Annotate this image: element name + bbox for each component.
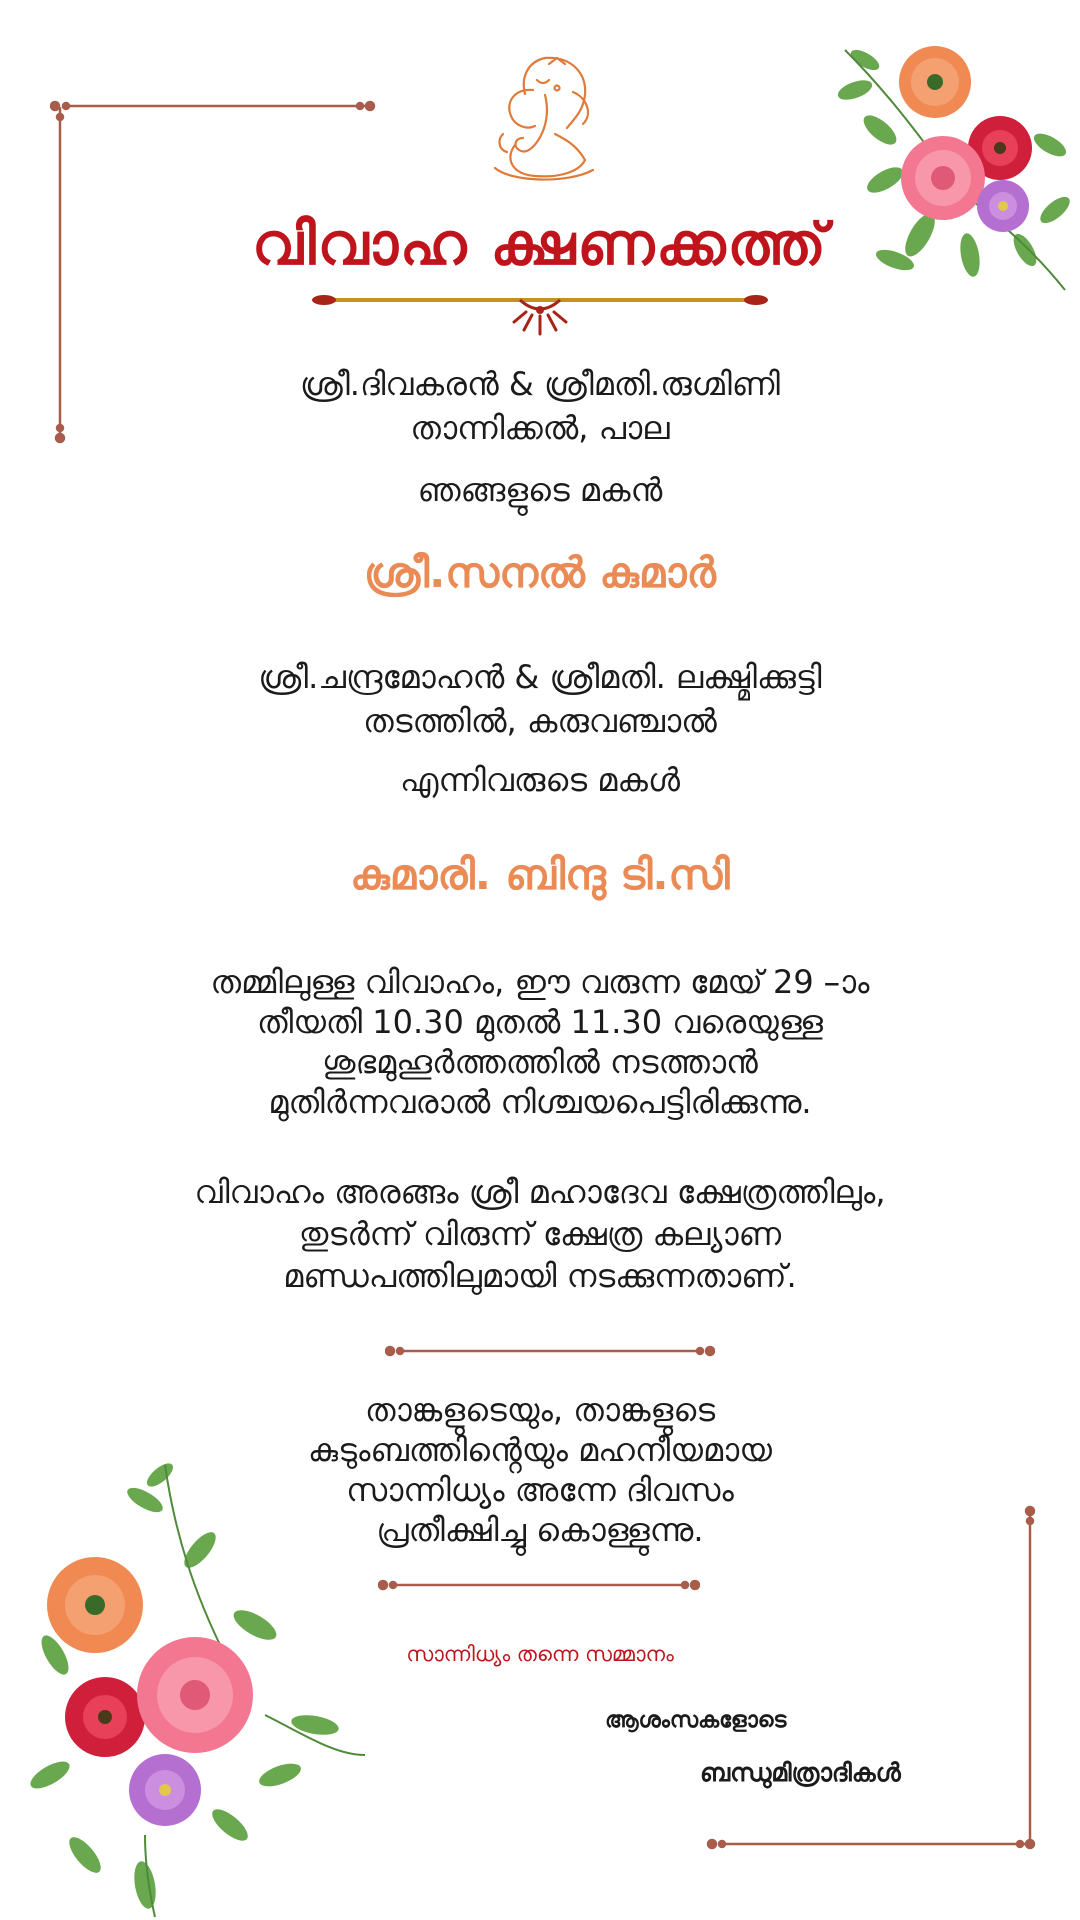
wedding-details-line: ശുഭമുഹൂർത്തത്തിൽ നടത്താൻ bbox=[322, 1043, 758, 1081]
title-divider-ornament bbox=[310, 288, 770, 340]
section-divider bbox=[385, 1344, 715, 1358]
wedding-details-line: തമ്മിലുള്ള വിവാഹം, ഈ വരുന്ന മേയ് 29 –ാം bbox=[210, 963, 870, 1001]
flower-bouquet-icon bbox=[825, 30, 1080, 300]
gift-note: സാന്നിധ്യം തന്നെ സമ്മാനം bbox=[406, 1642, 674, 1666]
page-title: വിവാഹ ക്ഷണക്കത്ത് bbox=[252, 210, 828, 278]
signatory-text: ബന്ധുമിത്രാദികൾ bbox=[700, 1758, 901, 1787]
regards-text: ആശംസകളോടെ bbox=[605, 1708, 787, 1733]
invitation-line: കുടുംബത്തിൻ്റെയും മഹനീയമായ bbox=[308, 1431, 772, 1469]
frame-corner-bottom-right bbox=[700, 1505, 1040, 1855]
flower-bouquet-icon bbox=[25, 1455, 385, 1920]
invitation-line: പ്രതീക്ഷിച്ചു കൊള്ളുന്നു. bbox=[376, 1511, 704, 1549]
bride-name: കുമാരി. ബിന്ദു ടി.സി bbox=[350, 850, 730, 899]
invitation-line: താങ്കളുടെയും, താങ്കളുടെ bbox=[364, 1391, 716, 1429]
ganesha-icon bbox=[475, 50, 610, 185]
groom-parents-place: താന്നിക്കൽ, പാല bbox=[410, 409, 670, 447]
wedding-details-line: തീയതി 10.30 മുതൽ 11.30 വരെയുള്ള bbox=[257, 1003, 823, 1041]
wedding-details-line: മുതിർന്നവരാൽ നിശ്ചയപെട്ടിരിക്കുന്നു. bbox=[268, 1083, 812, 1121]
section-divider bbox=[378, 1578, 700, 1592]
groom-parents-names: ശ്രീ.ദിവകരൻ & ശ്രീമതി.രുഗ്മിണി bbox=[300, 365, 780, 403]
invitation-line: സാന്നിധ്യം അന്നേ ദിവസം bbox=[346, 1471, 734, 1509]
venue-details-line: വിവാഹം അരങ്ങം ശ്രീ മഹാദേവ ക്ഷേത്രത്തിലും, bbox=[194, 1173, 886, 1211]
bride-parents-place: തടത്തിൽ, കരുവഞ്ചാൽ bbox=[363, 702, 717, 740]
venue-details-line: തുടർന്ന് വിരുന്ന് ക്ഷേത്ര കല്യാണ bbox=[298, 1215, 782, 1253]
venue-details-line: മണ്ഡപത്തിലുമായി നടക്കുന്നതാണ്. bbox=[283, 1257, 797, 1295]
groom-relation: ഞങ്ങളുടെ മകൻ bbox=[417, 471, 663, 509]
bride-parents-names: ശ്രീ.ചന്ദ്രമോഹൻ & ശ്രീമതി. ലക്ഷ്മിക്കുട്ടി bbox=[258, 658, 822, 696]
bride-relation: എന്നിവരുടെ മകൾ bbox=[400, 761, 680, 799]
groom-name: ശ്രീ.സനൽ കുമാർ bbox=[364, 548, 716, 597]
